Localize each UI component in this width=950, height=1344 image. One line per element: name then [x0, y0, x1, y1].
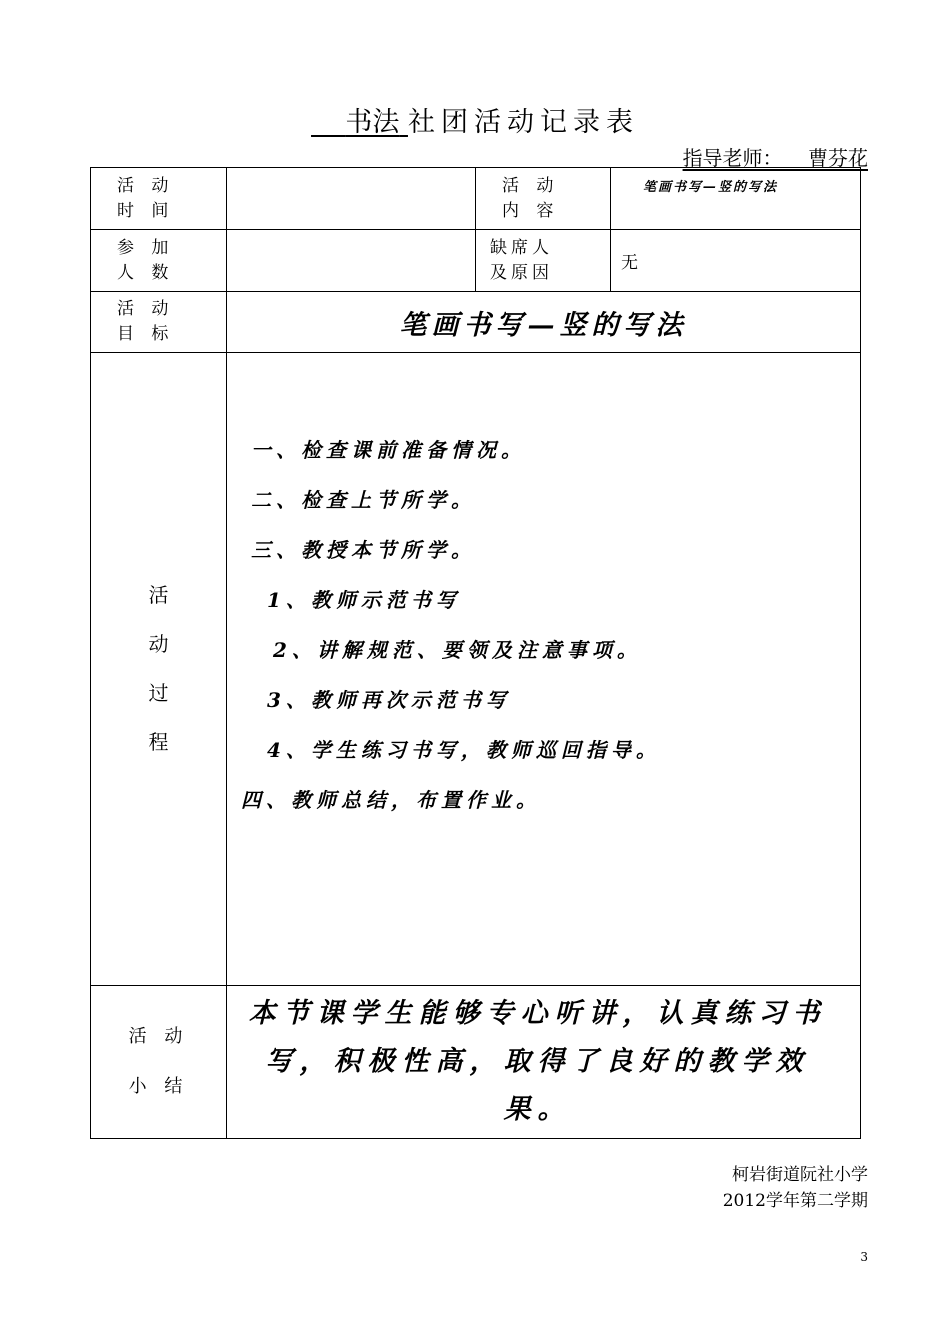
value-activity-process[interactable] [227, 353, 861, 986]
process-steps [227, 353, 860, 825]
row-process [91, 353, 861, 986]
step-item: 四、教师总结，布置作业。 [241, 788, 541, 812]
value-absentees[interactable]: 无 [611, 230, 861, 292]
label-activity-goal: 活 动 目 标 [91, 292, 227, 353]
activity-record-table [90, 167, 861, 1139]
process-char: 活 [148, 583, 169, 607]
step-item: 二、检查上节所学。 [251, 488, 476, 512]
page-title [0, 100, 950, 139]
label-activity-content: 活 动 内 容 [476, 168, 611, 230]
step-item: 三、教授本节所学。 [251, 538, 476, 562]
label-activity-time: 活 动 时 间 [91, 168, 227, 230]
step-item: 1、教师示范书写 [267, 588, 461, 612]
row-summary [91, 986, 861, 1139]
step-item: 4、学生练习书写，教师巡回指导。 [267, 738, 661, 762]
school-name: 柯岩街道阮社小学 [732, 1165, 868, 1185]
page-number: 3 [860, 1250, 868, 1264]
label-participants: 参 加 人 数 [91, 230, 227, 292]
value-activity-content[interactable]: 笔画书写—竖的写法 [611, 168, 861, 230]
value-activity-summary[interactable]: 本节课学生能够专心听讲，认真练习书写，积极性高，取得了良好的教学效果。 [227, 986, 861, 1139]
value-activity-time[interactable] [227, 168, 476, 230]
value-activity-goal[interactable]: 笔画书写—竖的写法 [227, 292, 861, 353]
value-participants[interactable] [227, 230, 476, 292]
footer [723, 1162, 868, 1214]
step-item: 2、讲解规范、要领及注意事项。 [273, 638, 642, 662]
label-absentees: 缺席人 及原因 [476, 230, 611, 292]
label-activity-process [91, 353, 227, 986]
teacher-name: 指导老师： 曹芬花 [682, 146, 868, 170]
process-char: 过 [148, 681, 169, 705]
title-underlined: 书法 [345, 107, 400, 138]
process-char: 动 [148, 632, 169, 656]
title-rest: 社团活动记录表 [407, 107, 639, 138]
step-item: 一、检查课前准备情况。 [251, 438, 526, 462]
process-char: 程 [148, 730, 169, 754]
row-participants [91, 230, 861, 292]
school-term: 2012学年第二学期 [722, 1191, 868, 1211]
step-item: 3、教师再次示范书写 [267, 688, 511, 712]
label-activity-summary: 活 动 小 结 [91, 986, 227, 1139]
row-goal [91, 292, 861, 353]
row-time-content [91, 168, 861, 230]
